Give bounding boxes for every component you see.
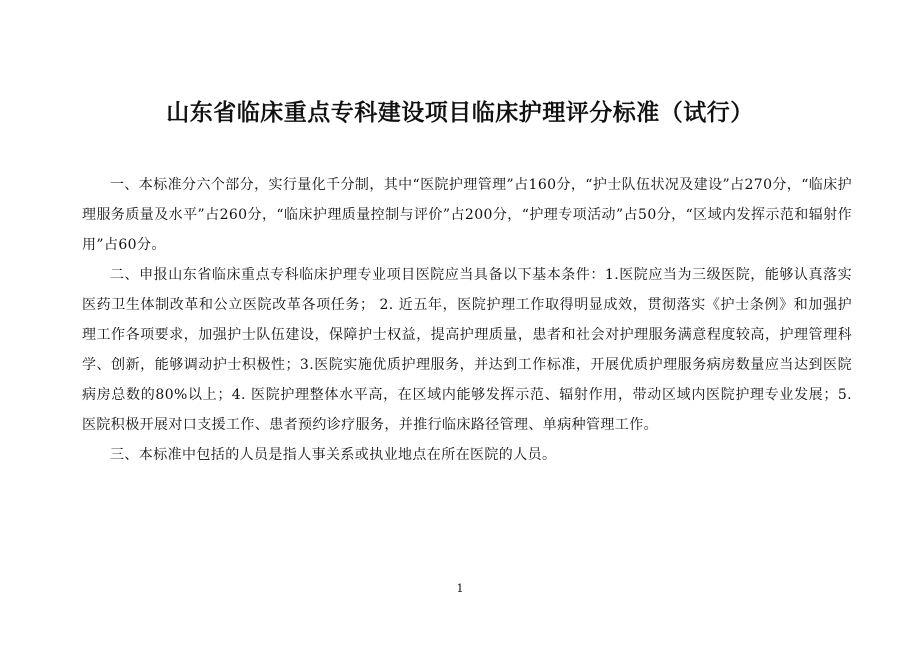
document-body (82, 170, 852, 470)
paragraph-application-conditions: 二、申报山东省临床重点专科临床护理专业项目医院应当具备以下基本条件：1.医院应当为三级医院，能够认真落实医药卫生体制改革和公立医院改革各项任务； 2. 近五年，医院护理工作取得明显成效，贯彻落实《护士条例》和加强护理工作各项要求，加强护士队伍建设，保障护士权益，提高护理质量，患者和社会对护理服务满意程度较高，护理管理科学、创新，能够调动护士积极性；3.医院实施优质护理服务，并达到工作标准，开展优质护理服务病房数量应当达到医院病房总数的80%以上；4. 医院护理整体水平高，在区域内能够发挥示范、辐射作用，带动区域内医院护理专业发展；5.医院积极开展对口支援工作、患者预约诊疗服务，并推行临床路径管理、单病种管理工作。 (82, 267, 852, 433)
paragraph-personnel-scope: 三、本标准中包括的人员是指人事关系或执业地点在所在医院的人员。 (110, 447, 557, 463)
document-title: 山东省临床重点专科建设项目临床护理评分标准（试行） (166, 99, 754, 126)
page-number: 1 (456, 582, 464, 595)
paragraph-scoring-parts: 一、本标准分六个部分，实行量化千分制，其中“医院护理管理”占160分，“护士队伍状况及建设”占270分，“临床护理服务质量及水平”占260分，“临床护理质量控制与评价”占200分，“护理专项活动”占50分，“区域内发挥示范和辐射作用”占60分。 (82, 177, 852, 253)
